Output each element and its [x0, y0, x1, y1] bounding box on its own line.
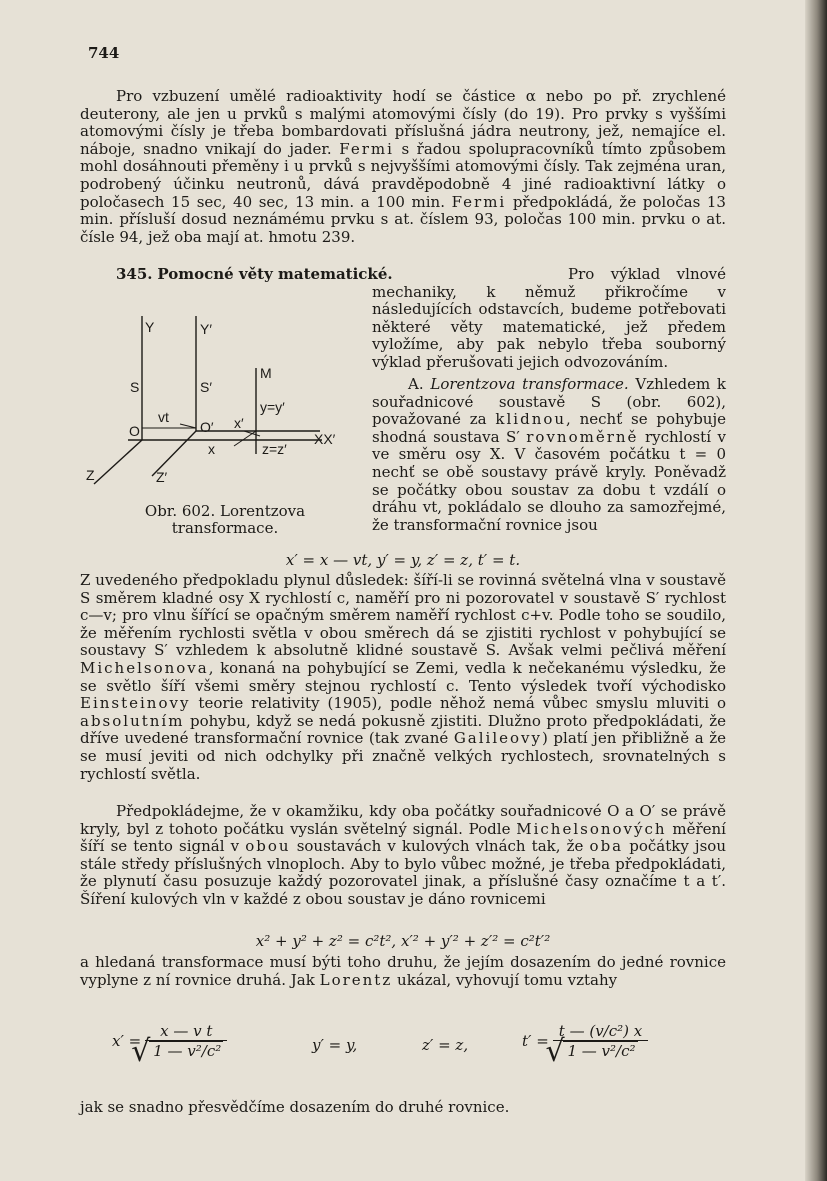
subsection-title: Lorentzova transformace. [430, 375, 629, 393]
label-s: S [130, 379, 140, 395]
page-edge-shadow [805, 0, 827, 1181]
formula-t: t′ = t — (v/c²) x √ 1 — v²/c² [522, 1022, 648, 1060]
label-z-prime: Z′ [156, 469, 168, 485]
label-z-eq: z=z′ [262, 441, 287, 457]
formula-z: z′ = z, [422, 1036, 469, 1054]
label-y-eq: y=y′ [260, 399, 285, 415]
label-z: Z [86, 467, 95, 483]
section-number: 345. [116, 265, 153, 283]
label-vt: vt [158, 409, 169, 425]
label-y-prime: Y′ [200, 321, 212, 337]
label-s-prime: S′ [200, 379, 212, 395]
label-o: O [129, 423, 140, 439]
paragraph-lorentz: a hledaná transformace musí býti toho druhu, že jejím dosazením do jedné rovnice vyplyne z ní rovnice druhá. Jak Lorentz ukázal, vyhovují tomu vztahy [80, 953, 726, 989]
page-number: 744 [88, 44, 120, 62]
section-title: Pomocné věty matematické. [157, 265, 393, 283]
label-x-prime: x′ [234, 415, 244, 431]
lorentz-transformation-formula [112, 1010, 726, 1096]
label-y: Y [145, 319, 155, 335]
subsection-lorentz: A. Lorentzova transformace. Vzhledem k souřadnicové soustavě S (obr. 602), považované za klidnou, nechť se pohybuje shodná soustava S′ rovnoměrně rychlostí v ve směru osy X. V časovém počátku t = 0 nechť se obě soustavy právě kryly. Poněvadž se počátky obou soustav za dobu t vzdálí o dráhu vt, pokládalo se dlouho za samozřejmé, že transformační rovnice jsou [372, 375, 726, 534]
formula-y: y′ = y, [312, 1036, 358, 1054]
figure-caption: Obr. 602. Lorentzova transformace. [144, 502, 306, 537]
label-x: x [208, 441, 215, 457]
label-m: M [260, 365, 272, 381]
figure-lorentz-diagram [84, 316, 356, 506]
paragraph-closing: jak se snadno přesvědčíme dosazením do druhé rovnice. [80, 1098, 510, 1116]
paragraph-radioactivity: Pro vzbuzení umělé radioaktivity hodí se částice α nebo po př. zrychlené deuterony, ale jen u prvků s malými atomovými čísly (do 19). Pro prvky s vyššími atomovými čísly je třeba bombardovati příslušná jádra neutrony, jež, nemajíce el. náboje, snadno vnikají do jader. Fermi s řadou spolupracovníků tímto způsobem mohl dosáhnouti přeměny i u prvků s nejvyššími atomovými čísly. Tak zejména uran, podrobený účinku neutronů, dává pravděpodobně 4 jiné radioaktivní látky o poločasech 15 sec, 40 sec, 13 min. a 100 min. Fermi předpokládá, že poločas 13 min. přísluší dosud neznámému prvku s at. číslem 93, poločas 100 min. prvku o at. čísle 94, jež oba mají at. hmotu 239. [80, 87, 727, 246]
paragraph-signal: Předpokládejme, že v okamžiku, kdy oba počátky souřadnicové O a O′ se právě kryly, byl z tohoto počátku vyslán světelný signál. Podle Michelsonových měření šíří se tento signál v obou soustavách v kulových vlnách tak, že oba počátky jsou stále středy příslušných vlnoploch. Aby to bylo vůbec možné, je třeba předpokládati, že plynutí času posuzuje každý pozorovatel jinak, a příslušné časy označíme t a t′. Šíření kulových vln v každé z obou soustav je dáno rovnicemi [80, 802, 726, 908]
subsection-label: A. [408, 375, 424, 393]
equation-spherical-waves: x² + y² + z² = c²t², x′² + y′² + z′² = c²t′² [255, 932, 551, 950]
equation-galilean: x′ = x — vt, y′ = y, z′ = z, t′ = t. [285, 551, 521, 569]
label-xx: XX′ [314, 431, 336, 447]
formula-x: x′ = x — v t √ 1 — v²/c² [112, 1022, 227, 1060]
paragraph-michelson: Z uvedeného předpokladu plynul důsledek: šíří-li se rovinná světelná vlna v soustavě S směrem kladné osy X rychlostí c, naměří pro ni pozorovatel v soustavě S′ rychlost c—v; pro vlnu šířící se opačným směrem naměří rychlost c+v. Podle toho se soudilo, že měřením rychlosti světla v obou směrech dá se zjistiti rychlost v pohybující se soustavy S′ vzhledem k absolutně klidné soustavě S. Avšak velmi pečlivá měření Michelsonova, konaná na pohybující se Zemi, vedla k nečekanému výsledku, že se světlo šíří všemi směry stejnou rychlostí c. Tento výsledek tvoří východisko Einsteinovy teorie relativity (1905), podle něhož nemá vůbec smyslu mluviti o absolutním pohybu, když se nedá pokusně zjistiti. Dlužno proto předpokládati, že dříve uvedené transformační rovnice (tak zvané Galileovy) platí jen přibližně a že se musí jeviti od nich odchylky při značně velkých rychlostech, srovnatelných s rychlostí světla. [80, 571, 726, 783]
section-intro: Pro výklad vlnové mechaniky, k němuž přikročíme v následujících odstavcích, budeme potřebovati některé věty matematické, jež předem vyložíme, aby pak nebylo třeba souborný výklad přerušovati jejich odvozováním. [372, 265, 726, 371]
lorentz-axes-svg [84, 316, 356, 506]
label-o-prime: O′ [200, 419, 214, 435]
